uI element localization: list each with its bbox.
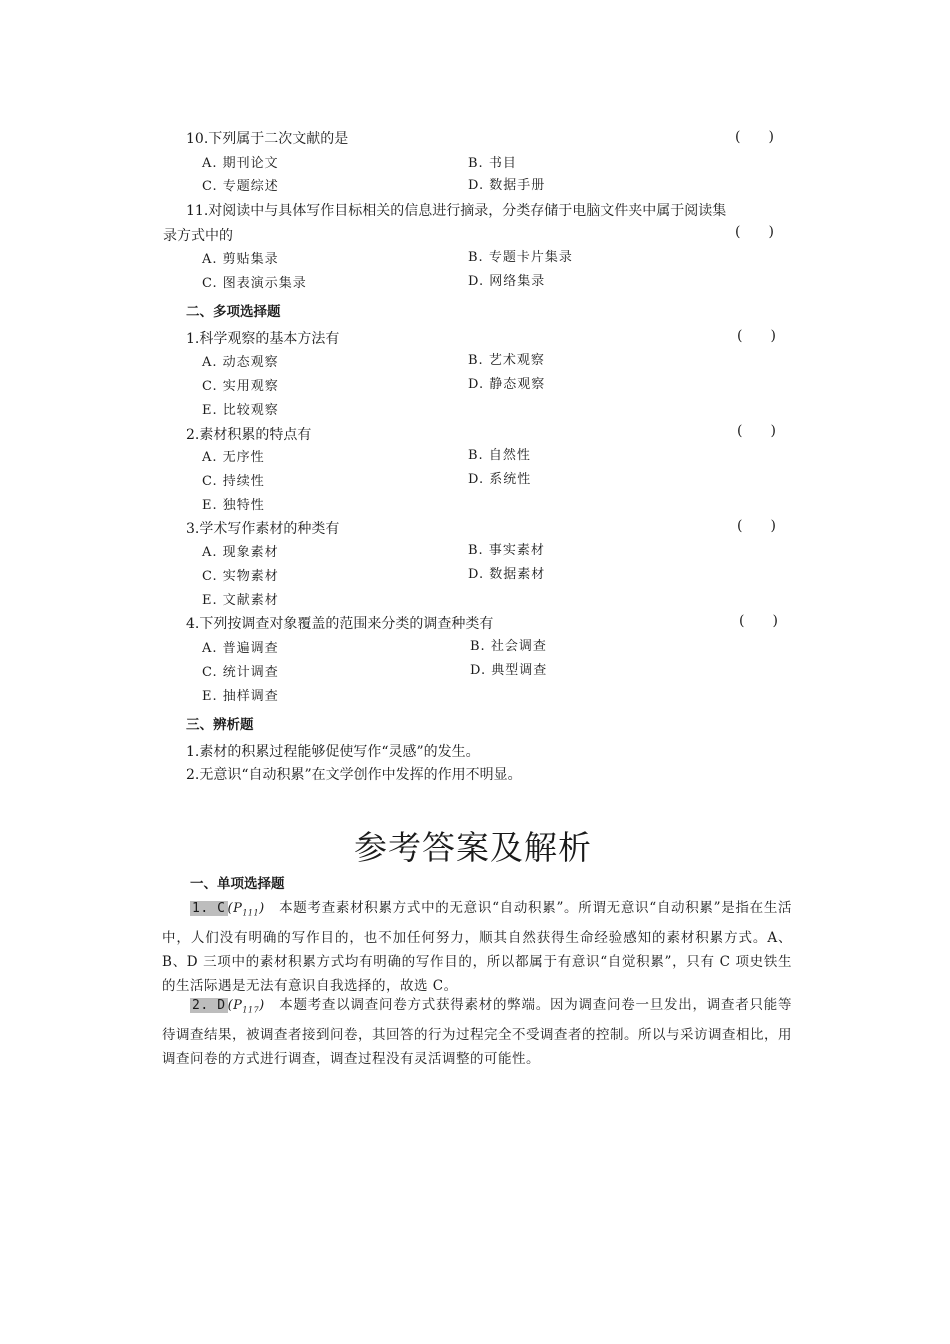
- section-heading: 二、多项选择题: [186, 304, 281, 320]
- option-b: B. 社会调查: [470, 639, 547, 654]
- question-stem: 1.科学观察的基本方法有: [186, 331, 340, 347]
- answer-paren: ( ): [737, 518, 776, 534]
- answer-2-paragraph: [162, 993, 792, 1071]
- option-a: A. 期刊论文: [202, 156, 279, 171]
- option-b: B. 书目: [468, 156, 517, 171]
- option-d: D. 静态观察: [468, 377, 546, 392]
- option-c: C. 图表演示集录: [202, 276, 307, 291]
- answers-title: 参考答案及解析: [354, 828, 592, 867]
- option-d: D. 数据手册: [468, 178, 546, 193]
- answer-paren: ( ): [735, 224, 774, 240]
- answer-tag: 2. D: [192, 998, 226, 1013]
- page-ref: $(P_{111})$: [227, 901, 265, 918]
- option-a: A. 普遍调查: [202, 641, 279, 656]
- question-10-stem: 10.下列属于二次文献的是: [186, 131, 349, 147]
- answer-text: 本题考查素材积累方式中的无意识“自动积累”。所谓无意识“自动积累”是指在生活中，人们没有明确的写作目的，也不加任何努力，顺其自然获得生命经验感知的素材积累方式。A、B、D 三项中的素材积累方式均有明确的写作目的，所以都属于有意识“自觉积累”，只有 C 项史铁生的生活际遇是无法有意识自我选择的，故选 C。: [162, 900, 793, 994]
- option-e: E. 比较观察: [202, 403, 279, 418]
- answer-tag: 1. C: [192, 901, 226, 916]
- option-b: B. 事实素材: [468, 543, 545, 558]
- question-stem: 3.学术写作素材的种类有: [186, 521, 340, 537]
- option-b: B. 自然性: [468, 448, 531, 463]
- question-11-stem-line2: 录方式中的: [163, 228, 233, 244]
- question-11-stem-line1: 11.对阅读中与具体写作目标相关的信息进行摘录，分类存储于电脑文件夹中属于阅读集: [186, 203, 727, 219]
- option-c: C. 实用观察: [202, 379, 279, 394]
- option-d: D. 网络集录: [468, 274, 546, 289]
- question-stem: 4.下列按调查对象覆盖的范围来分类的调查种类有: [186, 616, 494, 632]
- question-stem: 2.素材积累的特点有: [186, 427, 312, 443]
- option-b: B. 艺术观察: [468, 353, 545, 368]
- answers-section-heading: 一、单项选择题: [190, 876, 285, 892]
- section-heading: 三、辨析题: [186, 717, 254, 733]
- analysis-item: 2.无意识“自动积累”在文学创作中发挥的作用不明显。: [186, 767, 522, 783]
- answer-paren: ( ): [737, 328, 776, 344]
- option-e: E. 抽样调查: [202, 689, 279, 704]
- answer-paren: ( ): [739, 613, 778, 629]
- option-c: C. 统计调查: [202, 665, 279, 680]
- option-a: A. 现象素材: [202, 545, 279, 560]
- option-e: E. 独特性: [202, 498, 265, 513]
- answer-paren: ( ): [737, 423, 776, 439]
- option-d: D. 数据素材: [468, 567, 546, 582]
- answer-1-paragraph: [162, 896, 792, 998]
- analysis-item: 1.素材的积累过程能够促使写作“灵感”的发生。: [186, 744, 480, 760]
- answer-text: 本题考查以调查问卷方式获得素材的弊端。因为调查问卷一旦发出，调查者只能等待调查结果，被调查者接到问卷，其回答的行为过程完全不受调查者的控制。所以与采访调查相比，用调查问卷的方式进行调查，调查过程没有灵活调整的可能性。: [162, 997, 792, 1067]
- answer-paren: ( ): [735, 129, 774, 145]
- option-a: A. 动态观察: [202, 355, 279, 370]
- option-b: B. 专题卡片集录: [468, 250, 573, 265]
- option-d: D. 典型调查: [470, 663, 548, 678]
- option-c: C. 专题综述: [202, 179, 279, 194]
- option-a: A. 剪贴集录: [202, 252, 279, 267]
- page-ref: $(P_{117})$: [227, 998, 265, 1015]
- option-d: D. 系统性: [468, 472, 532, 487]
- option-e: E. 文献素材: [202, 593, 279, 608]
- option-a: A. 无序性: [202, 450, 265, 465]
- option-c: C. 实物素材: [202, 569, 279, 584]
- option-c: C. 持续性: [202, 474, 265, 489]
